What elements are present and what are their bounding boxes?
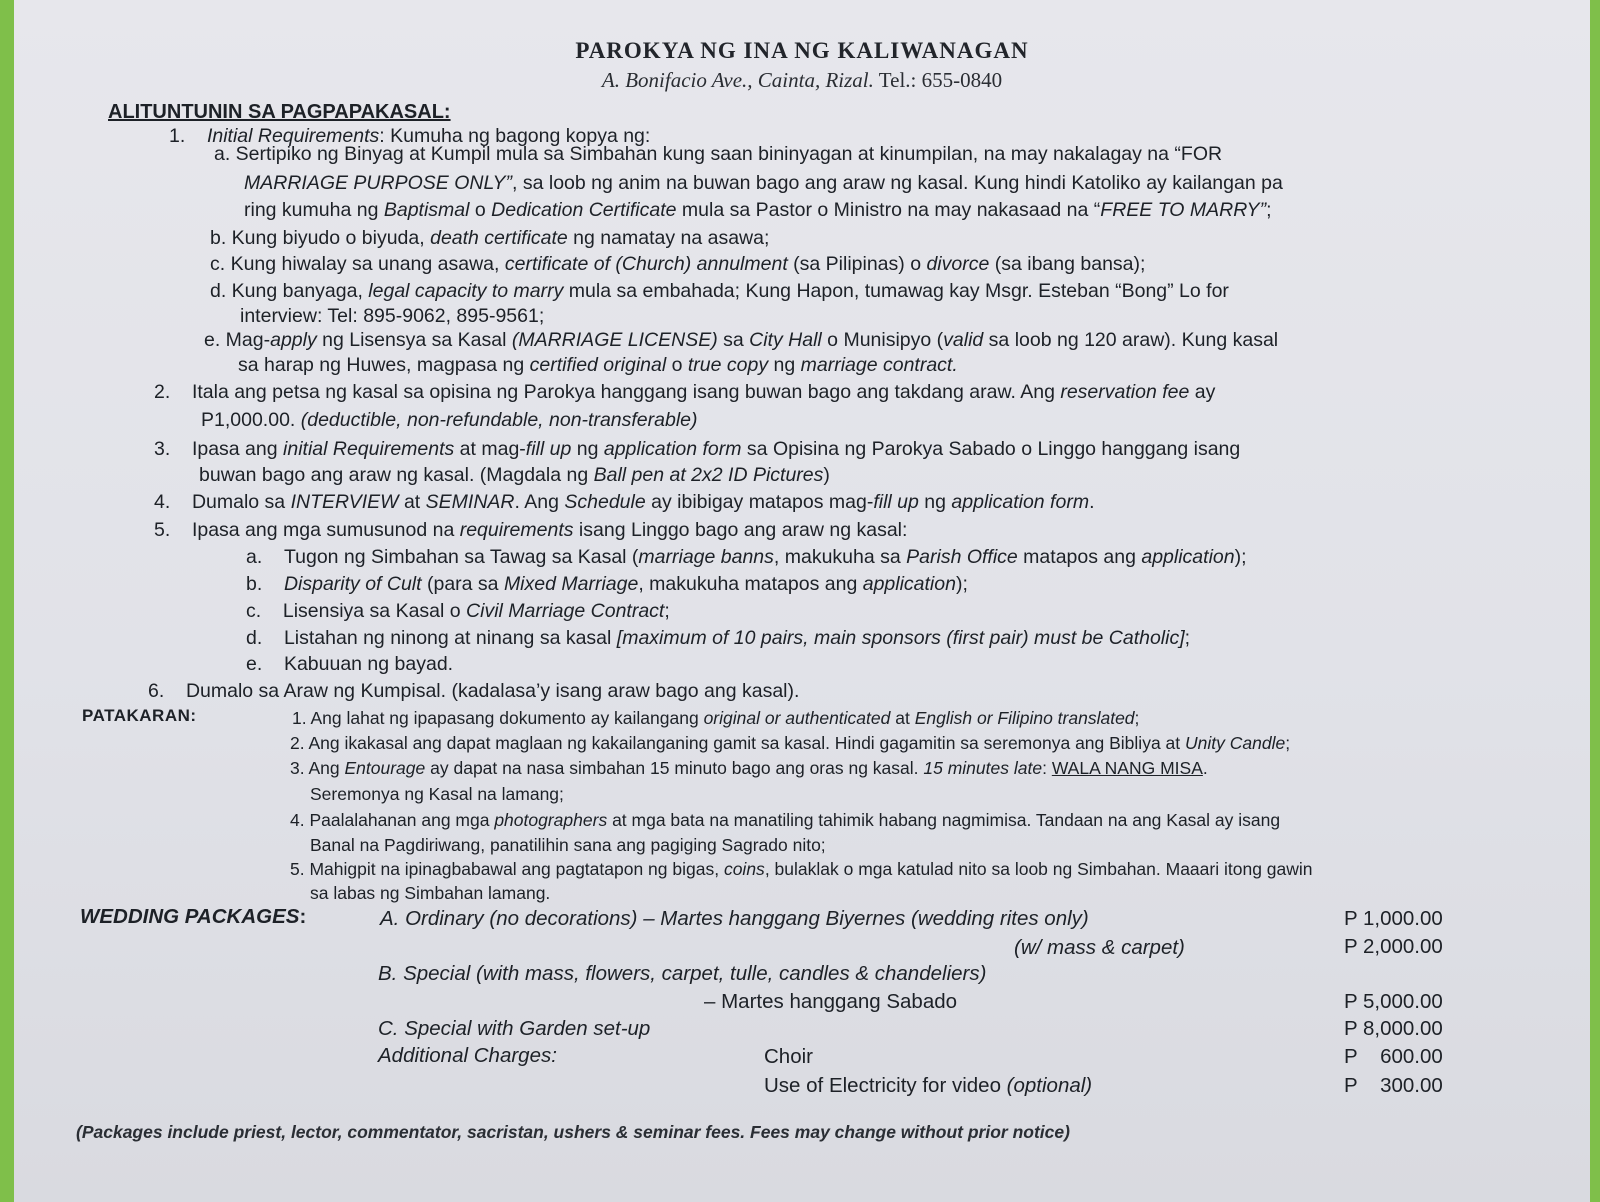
text: Use of Electricity for video bbox=[764, 1074, 1007, 1097]
text-italic: Schedule bbox=[564, 491, 646, 513]
text: Dumalo sa bbox=[191, 491, 291, 513]
rule-number: 4. bbox=[154, 491, 171, 513]
section-title: ALITUNTUNIN SA PAGPAPAKASAL: bbox=[108, 101, 451, 123]
text: ng bbox=[571, 438, 604, 460]
text-italic: English or Filipino translated bbox=[914, 708, 1135, 728]
text-italic: valid bbox=[943, 329, 984, 351]
policy-4-line-2: Banal na Pagdiriwang, panatilihin sana ang pagiging Sagrado nito; bbox=[310, 835, 826, 855]
text: ); bbox=[1234, 546, 1247, 568]
text-italic: marriage contract. bbox=[800, 354, 958, 376]
text: ay bbox=[1189, 381, 1216, 403]
text: 4. Paalalahanan ang mga bbox=[290, 810, 495, 830]
text: . bbox=[1089, 491, 1095, 513]
rule-1e-line-2 bbox=[238, 353, 958, 377]
text-italic: (MARRIAGE LICENSE) bbox=[511, 329, 718, 351]
text-italic: reservation fee bbox=[1060, 381, 1190, 403]
text-italic: FREE TO MARRY” bbox=[1100, 199, 1267, 221]
text: b. Kung biyudo o biyuda, bbox=[210, 227, 431, 249]
rule-1d bbox=[210, 279, 1229, 303]
text-italic: INTERVIEW bbox=[290, 491, 399, 513]
text-italic: 15 minutes late bbox=[923, 758, 1043, 778]
text: ; bbox=[664, 600, 670, 622]
rule-label: Initial Requirements bbox=[206, 125, 380, 147]
rule-2-line-2 bbox=[201, 408, 698, 432]
text: matapos ang bbox=[1017, 546, 1142, 568]
text: c. Kung hiwalay sa unang asawa, bbox=[210, 253, 505, 275]
text-italic: Dedication Certificate bbox=[491, 199, 677, 221]
rule-3 bbox=[154, 437, 1240, 461]
document-page bbox=[14, 0, 1590, 1202]
text-italic: certified original bbox=[529, 354, 667, 376]
policy-5 bbox=[290, 858, 1313, 880]
text: Dumalo sa Araw ng Kumpisal. (kadalasa’y isang araw bago ang kasal). bbox=[185, 680, 800, 702]
text: Ipasa ang bbox=[191, 438, 284, 460]
text-italic: death certificate bbox=[430, 227, 568, 249]
text: sa harap ng Huwes, magpasa ng bbox=[238, 354, 530, 376]
text-italic: Mixed Marriage bbox=[503, 573, 639, 595]
text-italic: SEMINAR bbox=[425, 491, 515, 513]
text: 2. Ang ikakasal ang dapat maglaan ng kakailanganing gamit sa kasal. Hindi gagamitin sa seremonya ang Bibliya at bbox=[290, 733, 1185, 753]
additional-charges-label: Additional Charges: bbox=[378, 1044, 557, 1067]
package-b: B. Special (with mass, flowers, carpet, tulle, candles & chandeliers) bbox=[378, 962, 987, 985]
policy-2 bbox=[290, 732, 1290, 754]
text-italic: original or authenticated bbox=[703, 708, 891, 728]
item-letter: c. bbox=[246, 600, 262, 622]
rule-5d bbox=[246, 626, 1190, 650]
package-c-price: P 8,000.00 bbox=[1344, 1017, 1443, 1040]
text: ) bbox=[823, 464, 830, 486]
text: , bulaklak o mga katulad nito sa loob ng Simbahan. Maaari itong gawin bbox=[764, 859, 1313, 879]
rule-3-line-2 bbox=[199, 463, 830, 487]
text: at bbox=[890, 708, 915, 728]
text: sa loob ng 120 araw). Kung kasal bbox=[983, 329, 1279, 351]
text: : bbox=[1042, 758, 1052, 778]
rule-1e bbox=[204, 328, 1278, 352]
text: ; bbox=[1134, 708, 1140, 728]
text: P1,000.00. bbox=[201, 409, 301, 431]
choir-charge: Choir bbox=[764, 1045, 813, 1068]
text-italic: application bbox=[862, 573, 956, 595]
text: o bbox=[469, 199, 492, 221]
rule-6 bbox=[148, 679, 799, 703]
rule-5b bbox=[246, 572, 968, 596]
rule-text: : Kumuha ng bagong kopya ng: bbox=[379, 125, 651, 147]
choir-price: P 600.00 bbox=[1344, 1045, 1443, 1068]
package-b-days: – Martes hanggang Sabado bbox=[704, 990, 958, 1013]
text: Kabuuan ng bayad. bbox=[283, 653, 454, 675]
text: , makukuha sa bbox=[773, 546, 907, 568]
rule-5c bbox=[246, 599, 670, 623]
text-italic: coins bbox=[723, 859, 765, 879]
rule-1a-line-2 bbox=[244, 171, 1283, 195]
text-italic: (optional) bbox=[1006, 1074, 1093, 1097]
address-text: A. Bonifacio Ave., Cainta, Rizal. bbox=[601, 68, 874, 92]
policy-3-line-2: Seremonya ng Kasal na lamang; bbox=[310, 784, 564, 804]
parish-title: PAROKYA NG INA NG KALIWANAGAN bbox=[575, 38, 1029, 63]
text-italic: requirements bbox=[459, 519, 574, 541]
parish-address bbox=[14, 68, 1590, 93]
text: ); bbox=[955, 573, 968, 595]
rule-1b bbox=[210, 226, 769, 250]
text: ring kumuha ng bbox=[244, 199, 384, 221]
text: Lisensiya sa Kasal o bbox=[282, 600, 467, 622]
text: at mag- bbox=[454, 438, 526, 460]
item-letter: a. bbox=[246, 546, 263, 568]
electricity-price: P 300.00 bbox=[1344, 1074, 1443, 1097]
package-b-price: P 5,000.00 bbox=[1344, 990, 1443, 1013]
text-italic: application form bbox=[951, 491, 1090, 513]
text: (para sa bbox=[421, 573, 504, 595]
text: ng bbox=[918, 491, 952, 513]
rule-1d-line-2: interview: Tel: 895-9062, 895-9561; bbox=[240, 305, 545, 327]
text: Ipasa ang mga sumusunod na bbox=[191, 519, 460, 541]
text: at bbox=[398, 491, 426, 513]
text-italic: MARRIAGE PURPOSE ONLY” bbox=[244, 172, 513, 194]
text: (sa ibang bansa); bbox=[989, 253, 1146, 275]
text: ay dapat na nasa simbahan 15 minuto bago ang oras ng kasal. bbox=[425, 758, 924, 778]
text: 5. Mahigpit na ipinagbabawal ang pagtatapon ng bigas, bbox=[290, 859, 724, 879]
text-italic: photographers bbox=[494, 810, 608, 830]
text: 3. Ang bbox=[290, 758, 345, 778]
rule-1a-line-3 bbox=[244, 198, 1271, 222]
package-a-mass-price: P 2,000.00 bbox=[1344, 935, 1443, 958]
text: ; bbox=[1184, 627, 1191, 649]
text-italic: Entourage bbox=[344, 758, 426, 778]
package-a: A. Ordinary (no decorations) – Martes hanggang Biyernes (wedding rites only) bbox=[380, 907, 1089, 930]
text: mula sa embahada; Kung Hapon, tumawag kay Msgr. Esteban “Bong” Lo for bbox=[563, 280, 1229, 302]
text-italic: City Hall bbox=[749, 329, 822, 351]
text-underlined: WALA NANG MISA bbox=[1051, 758, 1203, 778]
text: at mga bata na manatiling tahimik habang nagmimisa. Tandaan na ang Kasal ay isang bbox=[607, 810, 1281, 830]
policy-1 bbox=[292, 707, 1139, 729]
patakaran-label: PATAKARAN: bbox=[82, 706, 197, 725]
rule-1c bbox=[210, 252, 1145, 276]
rule-number: 6. bbox=[148, 680, 165, 702]
rule-1a-line-1: a. Sertipiko ng Binyag at Kumpil mula sa Simbahan kung saan bininyagan at kinumpilan, na may nakalagay na “FOR bbox=[214, 143, 1223, 165]
text: e. Mag- bbox=[204, 329, 271, 351]
text-italic: fill up bbox=[873, 491, 919, 513]
rule-number: 3. bbox=[154, 438, 171, 460]
text: ng bbox=[768, 354, 801, 376]
text-italic: Disparity of Cult bbox=[283, 573, 422, 595]
text-italic: fill up bbox=[525, 438, 572, 460]
telephone-text: Tel.: 655-0840 bbox=[878, 68, 1003, 92]
package-c: C. Special with Garden set-up bbox=[378, 1017, 651, 1040]
package-a-price: P 1,000.00 bbox=[1344, 907, 1443, 930]
text: d. Kung banyaga, bbox=[210, 280, 369, 302]
text-italic: divorce bbox=[926, 253, 990, 275]
label-text: WEDDING PACKAGES bbox=[80, 905, 300, 928]
rule-number: 1. bbox=[169, 125, 186, 147]
text: ng namatay na asawa; bbox=[567, 227, 770, 249]
text: , makukuha matapos ang bbox=[638, 573, 863, 595]
text-italic: apply bbox=[270, 329, 317, 351]
text: Tugon ng Simbahan sa Tawag sa Kasal ( bbox=[283, 546, 639, 568]
wedding-packages-label bbox=[80, 905, 306, 929]
policy-5-line-2: sa labas ng Simbahan lamang. bbox=[310, 883, 551, 903]
text: ay ibibigay matapos mag- bbox=[645, 491, 874, 513]
text-italic: [maximum of 10 pairs, main sponsors (first pair) must be Catholic] bbox=[616, 627, 1185, 649]
text-italic: Civil Marriage Contract bbox=[466, 600, 665, 622]
text: o bbox=[666, 354, 688, 376]
text: sa bbox=[717, 329, 750, 351]
text: sa Opisina ng Parokya Sabado o Linggo hanggang isang bbox=[741, 438, 1241, 460]
text: ; bbox=[1285, 733, 1291, 753]
rule-5e bbox=[246, 652, 453, 676]
text: o Munisipyo ( bbox=[821, 329, 944, 351]
text-italic: application bbox=[1141, 546, 1235, 568]
text: (sa Pilipinas) o bbox=[787, 253, 927, 275]
text: mula sa Pastor o Ministro na may nakasaad na “ bbox=[676, 199, 1101, 221]
policy-4 bbox=[290, 809, 1280, 831]
text: . Ang bbox=[514, 491, 565, 513]
electricity-charge bbox=[764, 1074, 1092, 1098]
text: Listahan ng ninong at ninang sa kasal bbox=[283, 627, 617, 649]
text: , sa loob ng anim na buwan bago ang araw ng kasal. Kung hindi Katoliko ay kailangan pa bbox=[512, 172, 1283, 194]
text: isang Linggo bago ang araw ng kasal: bbox=[573, 519, 908, 541]
text-italic: initial Requirements bbox=[283, 438, 455, 460]
text-italic: true copy bbox=[687, 354, 769, 376]
item-letter: d. bbox=[246, 627, 263, 649]
rule-number: 5. bbox=[154, 519, 171, 541]
text: Itala ang petsa ng kasal sa opisina ng Parokya hanggang isang buwan bago ang takdang araw. Ang bbox=[191, 381, 1061, 403]
package-a-mass: (w/ mass & carpet) bbox=[1014, 936, 1185, 959]
text-italic: Unity Candle bbox=[1185, 733, 1286, 753]
text-italic: application form bbox=[603, 438, 742, 460]
text-italic: legal capacity to marry bbox=[368, 280, 564, 302]
footer-note: (Packages include priest, lector, commentator, sacristan, ushers & seminar fees. Fees may change without prior notice) bbox=[76, 1122, 1070, 1142]
text: 1. Ang lahat ng ipapasang dokumento ay kailangang bbox=[292, 708, 704, 728]
text: ng Lisensya sa Kasal bbox=[316, 329, 512, 351]
text-italic: Baptismal bbox=[383, 199, 470, 221]
rule-4 bbox=[154, 490, 1094, 514]
rule-number: 2. bbox=[154, 381, 171, 403]
text-italic: marriage banns bbox=[638, 546, 774, 568]
text-italic: certificate of (Church) annulment bbox=[504, 253, 788, 275]
policy-3 bbox=[290, 757, 1208, 779]
rule-5 bbox=[154, 518, 907, 542]
text-italic: Ball pen at 2x2 ID Pictures bbox=[593, 464, 824, 486]
text: ; bbox=[1266, 199, 1272, 221]
label-colon: : bbox=[299, 905, 307, 928]
item-letter: e. bbox=[246, 653, 263, 675]
rule-5a bbox=[246, 545, 1247, 569]
item-letter: b. bbox=[246, 573, 263, 595]
text: buwan bago ang araw ng kasal. (Magdala ng bbox=[199, 464, 594, 486]
rule-2 bbox=[154, 380, 1215, 404]
text: . bbox=[1202, 758, 1208, 778]
text-italic: (deductible, non-refundable, non-transferable) bbox=[300, 409, 698, 431]
text-italic: Parish Office bbox=[906, 546, 1018, 568]
